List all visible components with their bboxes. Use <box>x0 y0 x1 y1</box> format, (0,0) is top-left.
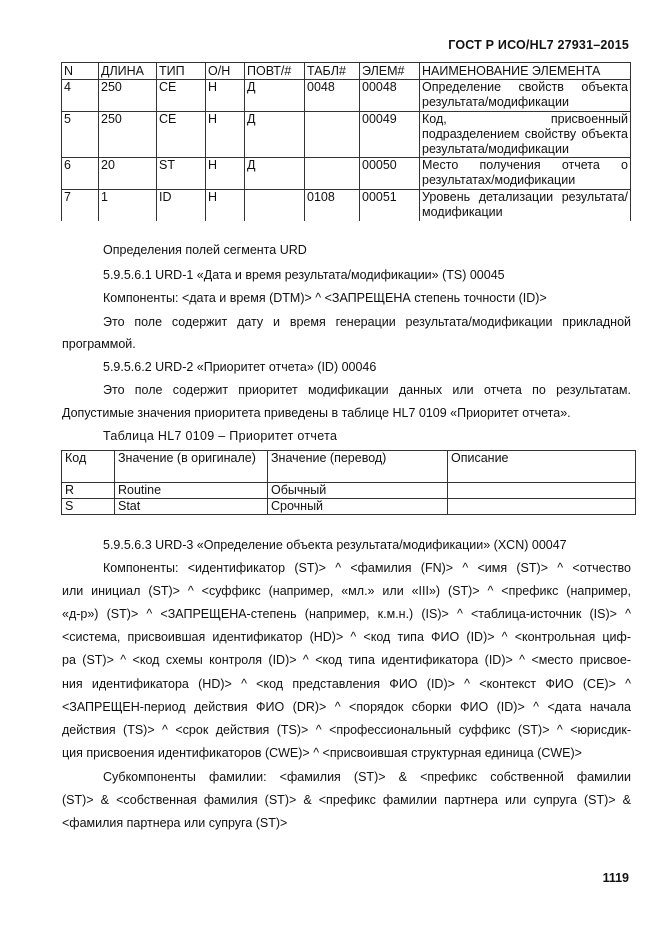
column-header: ПОВТ/# <box>245 63 305 80</box>
table-cell: 0048 <box>305 80 360 112</box>
paragraph-line: ра (ST)> ^ <код схемы контроля (ID)> ^ <код типа идентификатора (ID)> ^ <место присвое- <box>62 653 631 667</box>
table-row <box>62 190 631 222</box>
table-cell: Н <box>206 80 245 112</box>
table-row <box>62 80 631 112</box>
column-header: Код <box>62 451 115 483</box>
paragraph: Это поле содержит приоритет модификации данных или отчета по результатам. <box>103 383 631 397</box>
table-cell <box>245 190 305 222</box>
subsection-heading: 5.9.5.6.2 URD-2 «Приоритет отчета» (ID) 00046 <box>103 360 377 374</box>
paragraph: Это поле содержит дату и время генерации результата/модификации прикладной <box>103 315 631 329</box>
table-row <box>62 499 636 515</box>
table-cell: Определение свойств объекта результата/модификации <box>420 80 631 112</box>
table-cell <box>448 483 636 499</box>
paragraph-line: (ST)> & <собственная фамилия (ST)> & <префикс фамилии партнера или супруга (ST)> & <box>62 793 631 807</box>
table-cell: R <box>62 483 115 499</box>
table-cell: 00051 <box>360 190 420 222</box>
table-cell: Stat <box>115 499 268 515</box>
table-cell: 4 <box>62 80 99 112</box>
table-cell: 20 <box>99 158 157 190</box>
table-cell: 00049 <box>360 112 420 158</box>
paragraph-line: <система, присвоившая идентификатор (HD)> ^ <код типа ФИО (ID)> ^ <контрольная циф- <box>62 630 631 644</box>
paragraph-line: ция присвоения идентификаторов (CWE)> ^ <присвоившая структурная единица (CWE)> <box>62 746 582 760</box>
table-cell: Срочный <box>268 499 448 515</box>
table-cell: S <box>62 499 115 515</box>
table-cell: Д <box>245 158 305 190</box>
paragraph-line: ния идентификатора (HD)> ^ <код представления ФИО (ID)> ^ <контекст ФИО (CE)> ^ <box>62 677 631 691</box>
column-header: ТАБЛ# <box>305 63 360 80</box>
priority-codes-table <box>61 450 636 515</box>
column-header: Описание <box>448 451 636 483</box>
table-cell: 00048 <box>360 80 420 112</box>
table-cell: Обычный <box>268 483 448 499</box>
table-header-row <box>62 63 631 80</box>
table-cell: ST <box>157 158 206 190</box>
page-number: 1119 <box>602 871 629 885</box>
column-header: ДЛИНА <box>99 63 157 80</box>
subsection-heading: 5.9.5.6.3 URD-3 «Определение объекта результата/модификации» (XCN) 00047 <box>103 538 567 552</box>
table-cell: 00050 <box>360 158 420 190</box>
column-header: НАИМЕНОВАНИЕ ЭЛЕМЕНТА <box>420 63 631 80</box>
table-cell: Уровень детализации результата/модификации <box>420 190 631 222</box>
table-cell: 1 <box>99 190 157 222</box>
table-header-row <box>62 451 636 483</box>
column-header: О/Н <box>206 63 245 80</box>
paragraph-continuation: Допустимые значения приоритета приведены в таблице HL7 0109 «Приоритет отчета». <box>62 406 571 420</box>
table-row <box>62 158 631 190</box>
table-cell: 0108 <box>305 190 360 222</box>
table-cell: Н <box>206 190 245 222</box>
paragraph-line: или инициал (ST)> ^ <суффикс (например, «мл.» или «III») (ST)> ^ <префикс (например, <box>62 584 631 598</box>
table-cell <box>305 158 360 190</box>
paragraph-line: действия (TS)> ^ <срок действия (TS)> ^ <профессиональный суффикс (ST)> ^ <юрисдик- <box>62 723 631 737</box>
document-header: ГОСТ Р ИСО/HL7 27931–2015 <box>448 38 629 52</box>
paragraph-line: «д-р») (ST)> ^ <ЗАПРЕЩЕНА-степень (например, к.м.н.) (IS)> ^ <таблица-источник (IS)> ^ <box>62 607 631 621</box>
table-cell: ID <box>157 190 206 222</box>
table-cell: CE <box>157 80 206 112</box>
column-header: ЭЛЕМ# <box>360 63 420 80</box>
paragraph-line: Субкомпоненты фамилии: <фамилия (ST)> & <префикс собственной фамилии <box>103 770 631 784</box>
paragraph-continuation: программой. <box>62 337 136 351</box>
table-cell: Код, присвоенный подразделением свойству объекта результата/модификации <box>420 112 631 158</box>
table-caption: Таблица HL7 0109 – Приоритет отчета <box>103 429 338 443</box>
column-header: Значение (перевод) <box>268 451 448 483</box>
subsection-heading: 5.9.5.6.1 URD-1 «Дата и время результата/модификации» (TS) 00045 <box>103 268 505 282</box>
table-cell: Н <box>206 158 245 190</box>
table-cell <box>305 112 360 158</box>
table-cell: 7 <box>62 190 99 222</box>
paragraph-line: <ЗАПРЕЩЕН-период действия ФИО (DR)> ^ <порядок сборки ФИО (ID)> ^ <дата начала <box>62 700 631 714</box>
table-row <box>62 112 631 158</box>
table-cell: 250 <box>99 112 157 158</box>
table-cell <box>448 499 636 515</box>
segment-fields-table <box>61 62 631 221</box>
table-cell: Д <box>245 112 305 158</box>
column-header: ТИП <box>157 63 206 80</box>
column-header: N <box>62 63 99 80</box>
table-cell: 6 <box>62 158 99 190</box>
table-cell: Д <box>245 80 305 112</box>
table-row <box>62 483 636 499</box>
paragraph-line: <фамилия партнера или супруга (ST)> <box>62 816 288 830</box>
column-header: Значение (в оригинале) <box>115 451 268 483</box>
section-intro: Определения полей сегмента URD <box>103 243 307 257</box>
table-cell: Место получения отчета о результатах/модификации <box>420 158 631 190</box>
table-cell: CE <box>157 112 206 158</box>
table-cell: Routine <box>115 483 268 499</box>
paragraph: Компоненты: <дата и время (DTM)> ^ <ЗАПРЕЩЕНА степень точности (ID)> <box>103 291 547 305</box>
paragraph-line: Компоненты: <идентификатор (ST)> ^ <фамилия (FN)> ^ <имя (ST)> ^ <отчество <box>103 561 631 575</box>
table-cell: 5 <box>62 112 99 158</box>
table-cell: Н <box>206 112 245 158</box>
table-cell: 250 <box>99 80 157 112</box>
